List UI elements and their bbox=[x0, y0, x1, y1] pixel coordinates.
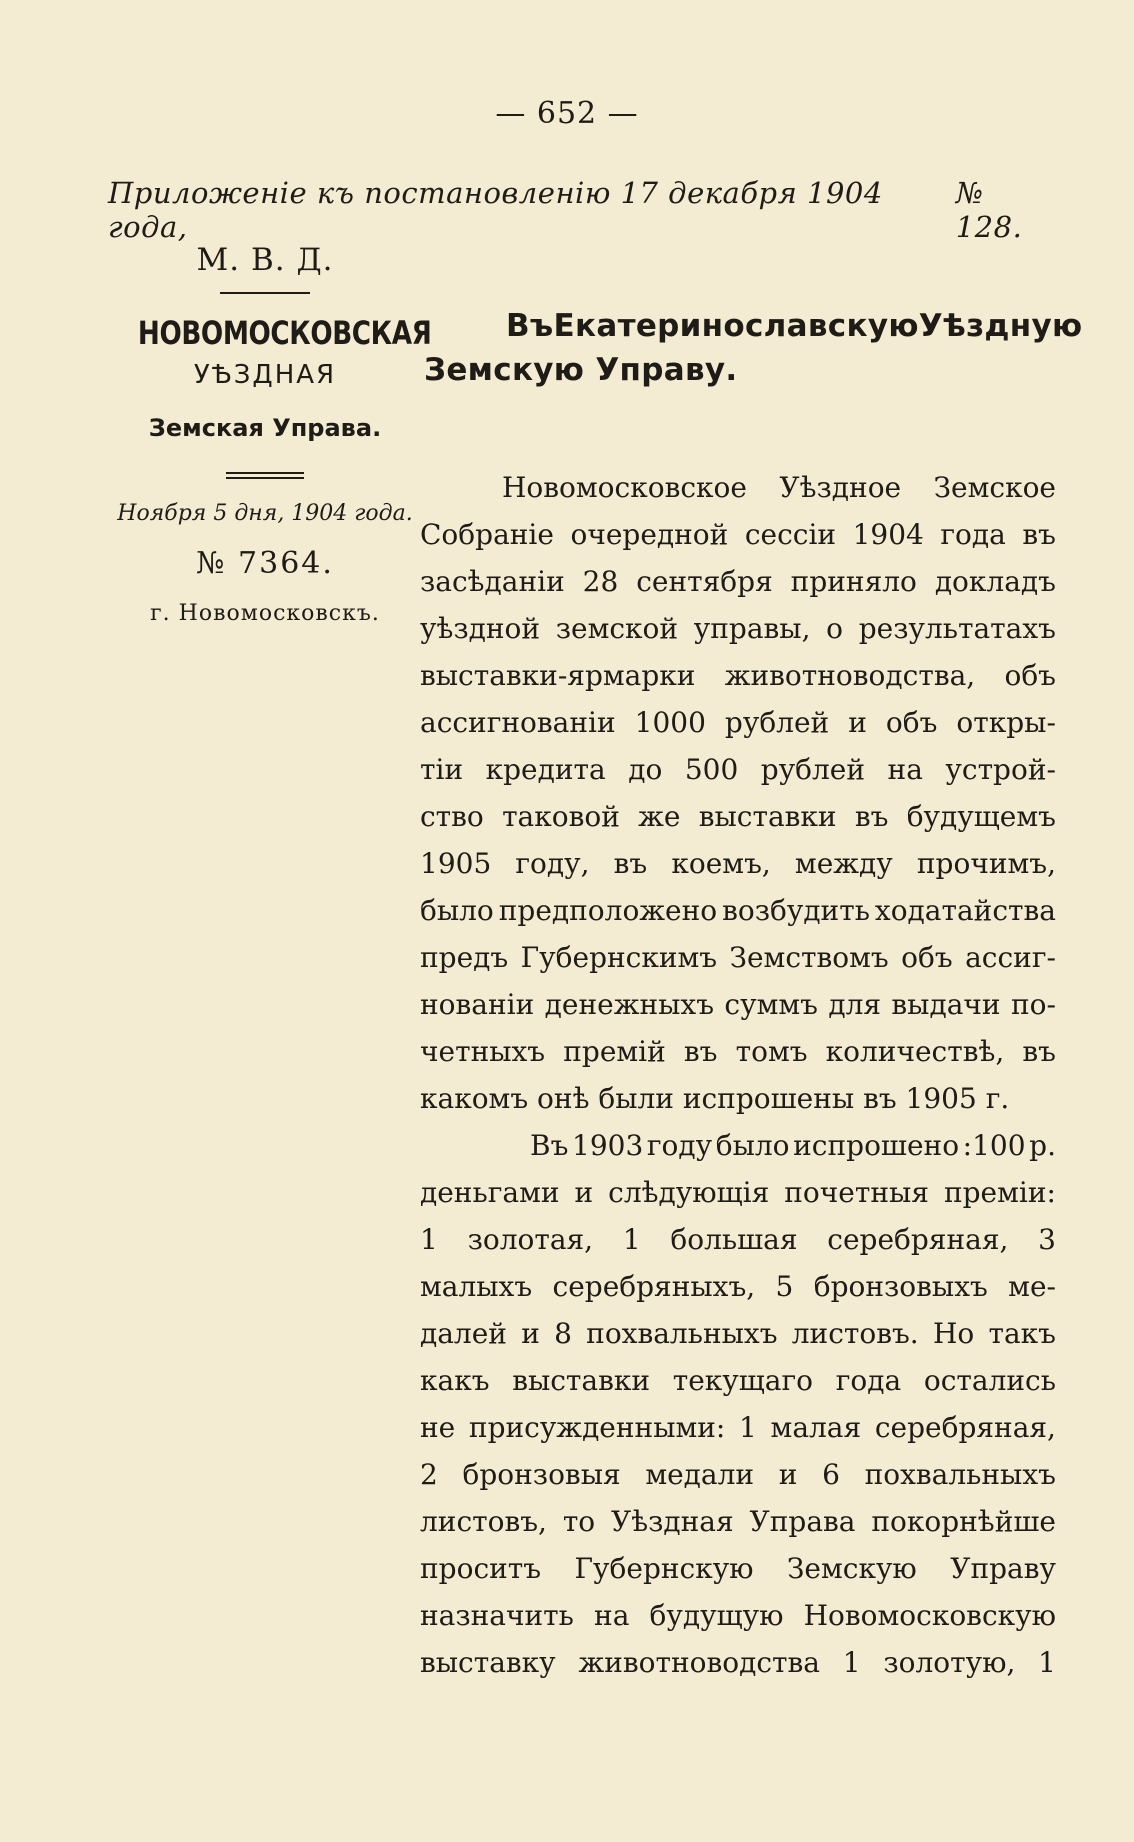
page-number: — 652 — bbox=[495, 96, 639, 131]
body-line: какомъ онѣ были испрошены въ 1905 г. bbox=[420, 1082, 1010, 1115]
body-line: засѣданіи 28 сентября приняло докладъ bbox=[420, 565, 1056, 598]
letterhead bbox=[110, 240, 432, 626]
addressee-word: Екатеринославскую bbox=[553, 308, 919, 344]
addressee-word: Уѣздную bbox=[918, 308, 1083, 344]
addressee-word: Въ bbox=[506, 308, 554, 344]
double-divider bbox=[226, 472, 304, 479]
body-line: Въ 1903 году было испрошено :100 р. bbox=[530, 1129, 1056, 1162]
body-line: нованіи денежныхъ суммъ для выдачи по- bbox=[420, 988, 1056, 1021]
appendix-reference bbox=[108, 176, 1058, 244]
body-line: было предположено возбудить ходатайства bbox=[420, 894, 1056, 927]
document-city: г. Новомосковскъ. bbox=[150, 601, 380, 626]
body-line: назначить на будущую Новомосковскую bbox=[420, 1599, 1056, 1632]
organization-subtitle: УѢЗДНАЯ bbox=[193, 360, 337, 390]
body-line: уѣздной земской управы, о результатахъ bbox=[420, 612, 1056, 645]
body-line: не присужденными: 1 малая серебряная, bbox=[420, 1411, 1056, 1444]
body-line: Собраніе очередной сессіи 1904 года въ bbox=[420, 518, 1056, 551]
body-line: Новомосковское Уѣздное Земское bbox=[502, 471, 1056, 504]
document-number: № 7364. bbox=[196, 546, 334, 581]
body-line: далей и 8 похвальныхъ листовъ. Но такъ bbox=[420, 1317, 1056, 1350]
body-line: проситъ Губернскую Земскую Управу bbox=[420, 1552, 1056, 1585]
ministry-abbrev: М. В. Д. bbox=[196, 242, 334, 278]
body-line: 1905 году, въ коемъ, между прочимъ, bbox=[420, 847, 1056, 880]
body-line: предъ Губернскимъ Земствомъ объ ассиг- bbox=[420, 941, 1056, 974]
body-line: ассигнованіи 1000 рублей и объ откры- bbox=[420, 706, 1056, 739]
appendix-number: № 128. bbox=[955, 176, 1023, 244]
body-line: деньгами и слѣдующія почетныя преміи: bbox=[420, 1176, 1056, 1209]
organization-name: НОВОМОСКОВСКАЯ bbox=[137, 314, 432, 352]
body-line: тіи кредита до 500 рублей на устрой- bbox=[420, 753, 1056, 786]
body-line: выставки-ярмарки животноводства, объ bbox=[420, 659, 1056, 692]
appendix-text: Приложеніе къ постановленію 17 декабря 1904 года, bbox=[108, 176, 883, 244]
body-line: выставку животноводства 1 золотую, 1 bbox=[420, 1646, 1056, 1679]
addressee-line-2: Земскую Управу. bbox=[424, 352, 738, 388]
addressee-line-1 bbox=[424, 304, 1083, 348]
body-line: какъ выставки текущаго года остались bbox=[420, 1364, 1056, 1397]
body-line: ство таковой же выставки въ будущемъ bbox=[420, 800, 1056, 833]
body-line: 1 золотая, 1 большая серебряная, 3 bbox=[420, 1223, 1056, 1256]
letter-body bbox=[420, 464, 1056, 1686]
body-line: малыхъ серебряныхъ, 5 бронзовыхъ ме- bbox=[420, 1270, 1056, 1303]
organization-board: Земская Управа. bbox=[148, 414, 382, 442]
document-date: Ноября 5 дня, 1904 года. bbox=[117, 501, 413, 526]
addressee bbox=[424, 304, 1083, 392]
body-line: 2 бронзовыя медали и 6 похвальныхъ bbox=[420, 1458, 1056, 1491]
divider bbox=[220, 292, 310, 294]
body-line: четныхъ премій въ томъ количествѣ, въ bbox=[420, 1035, 1056, 1068]
body-line: листовъ, то Уѣздная Управа покорнѣйше bbox=[420, 1505, 1056, 1538]
